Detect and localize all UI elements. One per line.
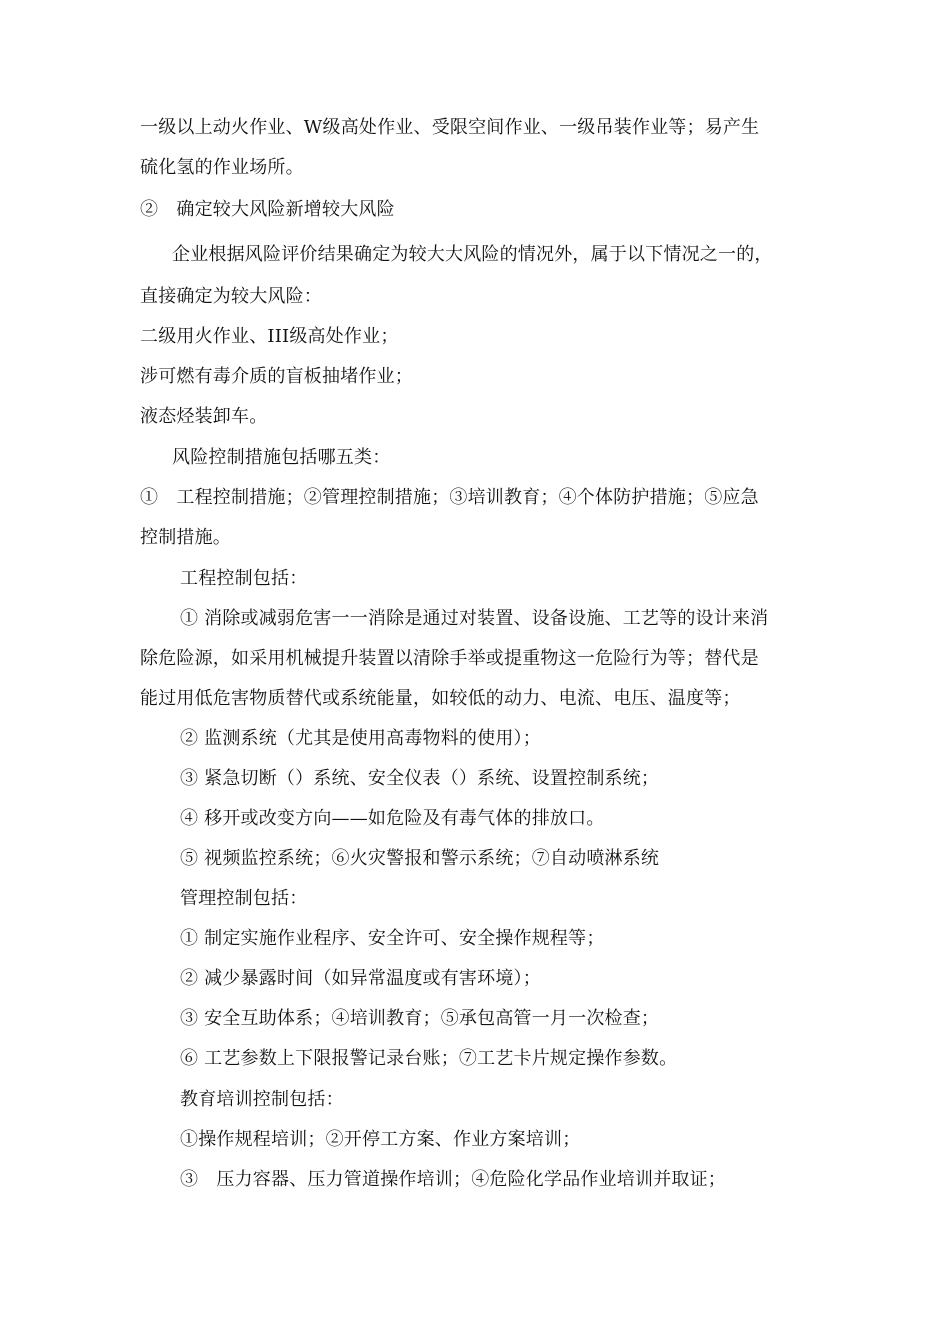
text-line: 一级以上动火作业、W级高处作业、受限空间作业、一级吊装作业等；易产生 (140, 117, 760, 138)
text-line: 硫化氢的作业场所。 (140, 157, 304, 178)
text-line: 液态烃装卸车。 (140, 406, 268, 427)
text-line: 风险控制措施包括哪五类： (172, 447, 391, 468)
text-line: 控制措施。 (140, 527, 231, 548)
text-line: ② 减少暴露时间（如异常温度或有害环境）； (180, 968, 541, 989)
text-line: ② 监测系统（尤其是使用高毒物料的使用）； (180, 728, 541, 749)
text-line: 除危险源，如采用机械提升装置以清除手举或提重物这一危险行为等；替代是 (140, 648, 759, 669)
text-line: ③ 压力容器、压力管道操作培训；④危险化学品作业培训并取证； (180, 1169, 726, 1190)
text-line: 工程控制包括： (180, 568, 308, 589)
text-line: ① 制定实施作业程序、安全许可、安全操作规程等； (180, 928, 605, 949)
text-line: ⑥ 工艺参数上下限报警记录台账；⑦工艺卡片规定操作参数。 (180, 1048, 678, 1069)
text-line: ③ 紧急切断（）系统、安全仪表（）系统、设置控制系统； (180, 768, 660, 789)
text-line: 直接确定为较大风险： (140, 286, 322, 307)
text-line: ⑤ 视频监控系统；⑥火灾警报和警示系统；⑦自动喷淋系统 (180, 848, 660, 869)
text-line: 管理控制包括： (180, 888, 308, 909)
text-line: ② 确定较大风险新增较大风险 (140, 199, 395, 220)
text-line: 教育培训控制包括： (180, 1089, 344, 1110)
text-line: ① 消除或减弱危害一一消除是通过对装置、设备设施、工艺等的设计来消 (180, 608, 769, 629)
text-line: ① 工程控制措施；②管理控制措施；③培训教育；④个体防护措施；⑤应急 (140, 487, 759, 508)
text-line: 二级用火作业、III级高处作业； (140, 326, 399, 347)
text-line: 企业根据风险评价结果确定为较大大风险的情况外，属于以下情况之一的， (172, 244, 773, 265)
text-line: ④ 移开或改变方向——如危险及有毒气体的排放口。 (180, 808, 605, 829)
text-line: 能过用低危害物质替代或系统能量，如较低的动力、电流、电压、温度等； (140, 688, 741, 709)
text-line: ①操作规程培训；②开停工方案、作业方案培训； (180, 1129, 581, 1150)
text-line: ③ 安全互助体系；④培训教育；⑤承包高管一月一次检查； (180, 1008, 660, 1029)
text-line: 涉可燃有毒介质的盲板抽堵作业； (140, 366, 413, 387)
